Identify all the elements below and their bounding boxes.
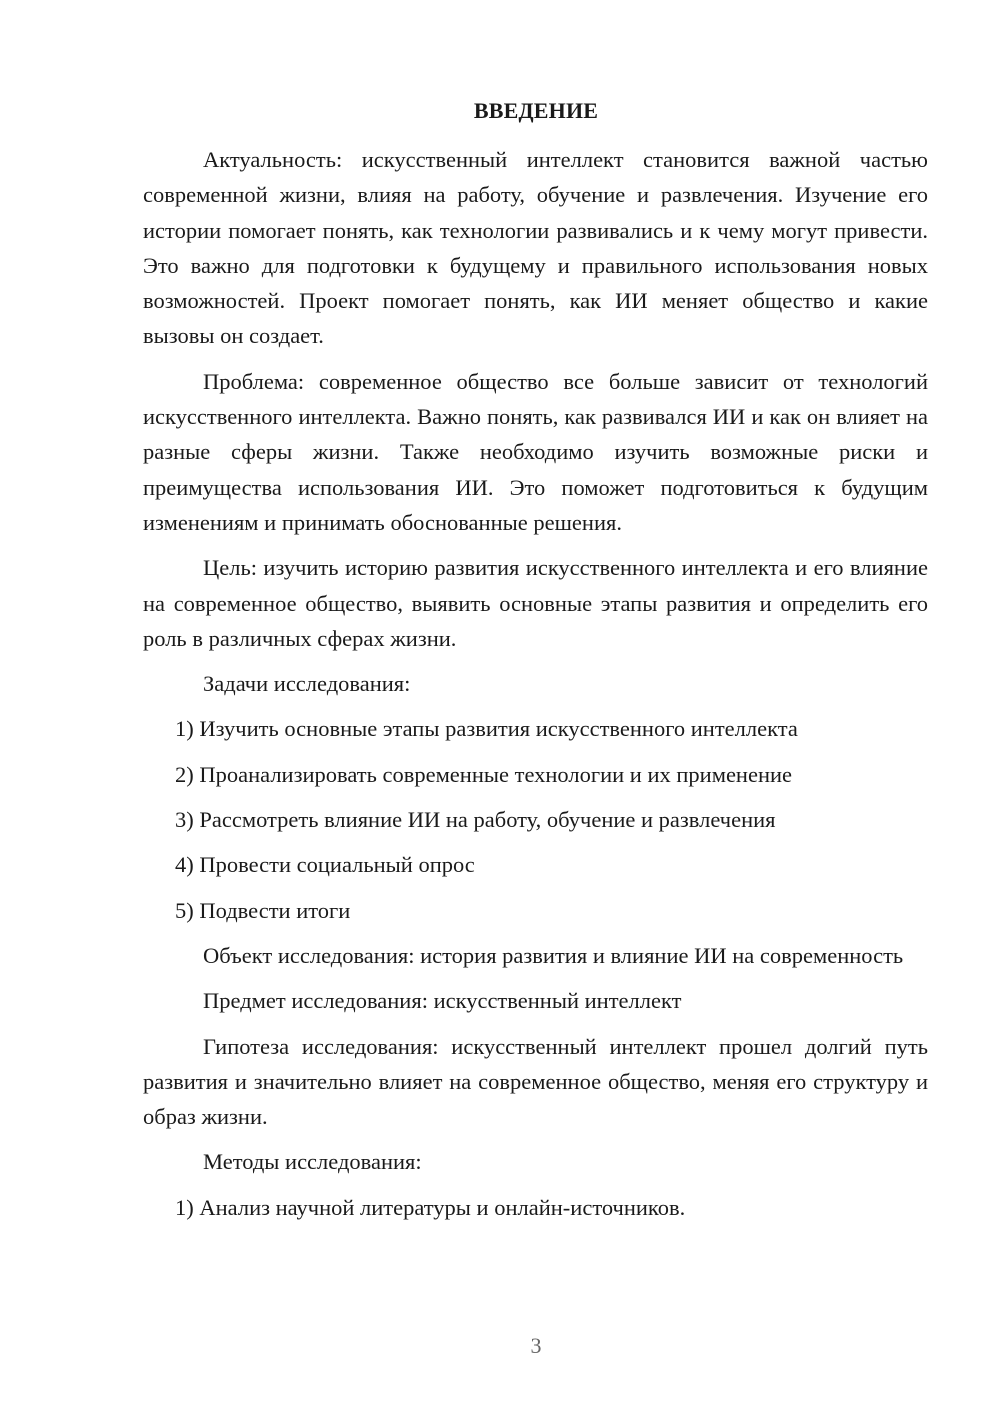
task-item: 3) Рассмотреть влияние ИИ на работу, обучение и развлечения — [175, 807, 776, 833]
relevance-paragraph: Актуальность: искусственный интеллект становится важной частью современной жизни, влияя на работу, обучение и развлечения. Изучение его истории помогает понять, как технологии развивались и к чему могут привести. Это важно для подготовки к будущему и правильного использования новых возможностей. Проект помогает понять, как ИИ меняет общество и какие вызовы он создает. — [143, 147, 928, 349]
task-item: 1) Изучить основные этапы развития искусственного интеллекта — [175, 716, 798, 742]
methods-heading: Методы исследования: — [203, 1149, 422, 1175]
page-number: 3 — [530, 1333, 542, 1358]
tasks-heading: Задачи исследования: — [203, 671, 411, 697]
task-item: 5) Подвести итоги — [175, 897, 351, 923]
problem-paragraph: Проблема: современное общество все больше зависит от технологий искусственного интеллекта. Важно понять, как развивался ИИ и как он влияет на разные сферы жизни. Также необходимо изучить возможные риски и преимущества использования ИИ. Это поможет подготовиться к будущим изменениям и принимать обоснованные решения. — [143, 368, 928, 535]
task-item: 4) Провести социальный опрос — [175, 852, 475, 878]
goal-paragraph: Цель: изучить историю развития искусственного интеллекта и его влияние на современное общество, выявить основные этапы развития и определить его роль в различных сферах жизни. — [143, 555, 928, 651]
page-title: ВВЕДЕНИЕ — [473, 98, 599, 123]
task-item: 2) Проанализировать современные технологии и их применение — [175, 761, 793, 787]
subject-paragraph: Предмет исследования: искусственный интеллект — [203, 988, 682, 1014]
object-paragraph: Объект исследования: история развития и влияние ИИ на современность — [203, 942, 904, 968]
document-body — [143, 142, 928, 1235]
method-item: 1) Анализ научной литературы и онлайн-источников. — [175, 1194, 686, 1220]
hypothesis-paragraph: Гипотеза исследования: искусственный интеллект прошел долгий путь развития и значительно влияет на современное общество, меняя его структуру и образ жизни. — [143, 1033, 928, 1130]
